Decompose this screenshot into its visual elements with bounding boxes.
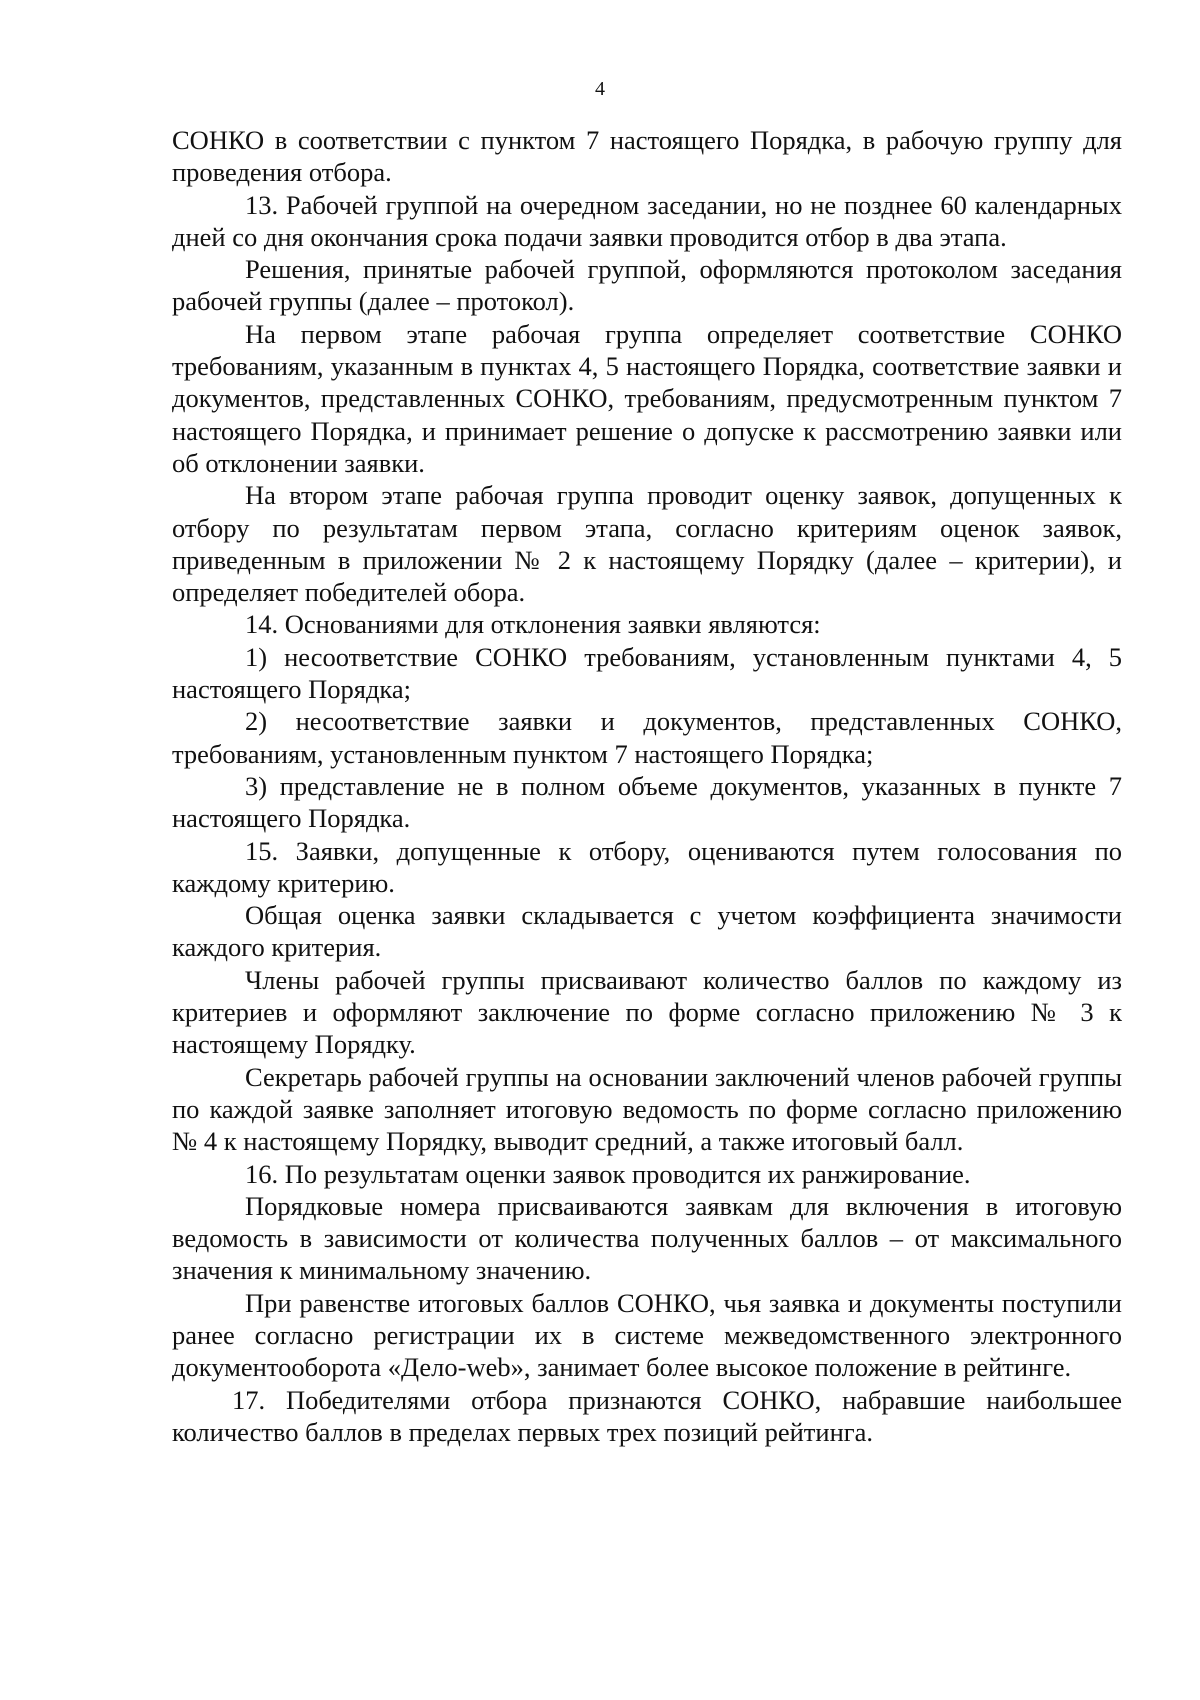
paragraph-item-15: 15. Заявки, допущенные к отбору, оцениваются путем голосования по каждому критерию. [172, 835, 1122, 898]
paragraph-ranking-numbers: Порядковые номера присваиваются заявкам для включения в итоговую ведомость в зависимости от количества полученных баллов – от максимального значения к минимальному значению. [172, 1190, 1122, 1286]
list-item-3: 3) представление не в полном объеме документов, указанных в пункте 7 настоящего Порядка. [172, 770, 1122, 834]
paragraph-item-13: 13. Рабочей группой на очередном заседании, но не позднее 60 календарных дней со дня окончания срока подачи заявки проводится отбор в два этапа. [172, 189, 1122, 252]
paragraph-tie-break: При равенстве итоговых баллов СОНКО, чья заявка и документы поступили ранее согласно регистрации их в системе межведомственного электронного документооборота «Дело-web», занимает более высокое положение в рейтинге. [172, 1287, 1122, 1383]
list-item-1: 1) несоответствие СОНКО требованиям, установленным пунктами 4, 5 настоящего Порядка; [172, 641, 1122, 705]
paragraph-second-stage: На втором этапе рабочая группа проводит оценку заявок, допущенных к отбору по результатам первом этапа, согласно критериям оценок заявок, приведенным в приложении № 2 к настоящему Порядку (далее – критерии), и определяет победителей обора. [172, 480, 1122, 608]
paragraph-decisions: Решения, принятые рабочей группой, оформляются протоколом заседания рабочей группы (далее – протокол). [172, 254, 1122, 317]
list-item-2: 2) несоответствие заявки и документов, представленных СОНКО, требованиям, установленным пунктом 7 настоящего Порядка; [172, 706, 1122, 769]
paragraph-overall-score: Общая оценка заявки складывается с учетом коэффициента значимости каждого критерия. [172, 900, 1122, 963]
paragraph-members-scoring: Члены рабочей группы присваивают количество баллов по каждому из критериев и оформляют заключение по форме согласно приложению № 3 к настоящему Порядку. [172, 964, 1122, 1060]
paragraph-item-16: 16. По результатам оценки заявок проводится их ранжирование. [245, 1158, 971, 1189]
paragraph-continuation: СОНКО в соответствии с пунктом 7 настоящего Порядка, в рабочую группу для проведения отбора. [172, 125, 1122, 188]
paragraph-first-stage: На первом этапе рабочая группа определяет соответствие СОНКО требованиям, указанным в пунктах 4, 5 настоящего Порядка, соответствие заявки и документов, представленных СОНКО, требованиям, предусмотренным пунктом 7 настоящего Порядка, и принимает решение о допуске к рассмотрению заявки или об отклонении заявки. [172, 318, 1122, 478]
paragraph-item-14: 14. Основаниями для отклонения заявки являются: [245, 609, 821, 640]
paragraph-item-17: 17. Победителями отбора признаются СОНКО, набравшие наибольшее количество баллов в пределах первых трех позиций рейтинга. [172, 1384, 1122, 1447]
document-body [172, 124, 1122, 1448]
paragraph-secretary: Секретарь рабочей группы на основании заключений членов рабочей группы по каждой заявке заполняет итоговую ведомость по форме согласно приложению № 4 к настоящему Порядку, выводит средний, а также итоговый балл. [172, 1061, 1122, 1157]
page-number: 4 [595, 78, 605, 100]
